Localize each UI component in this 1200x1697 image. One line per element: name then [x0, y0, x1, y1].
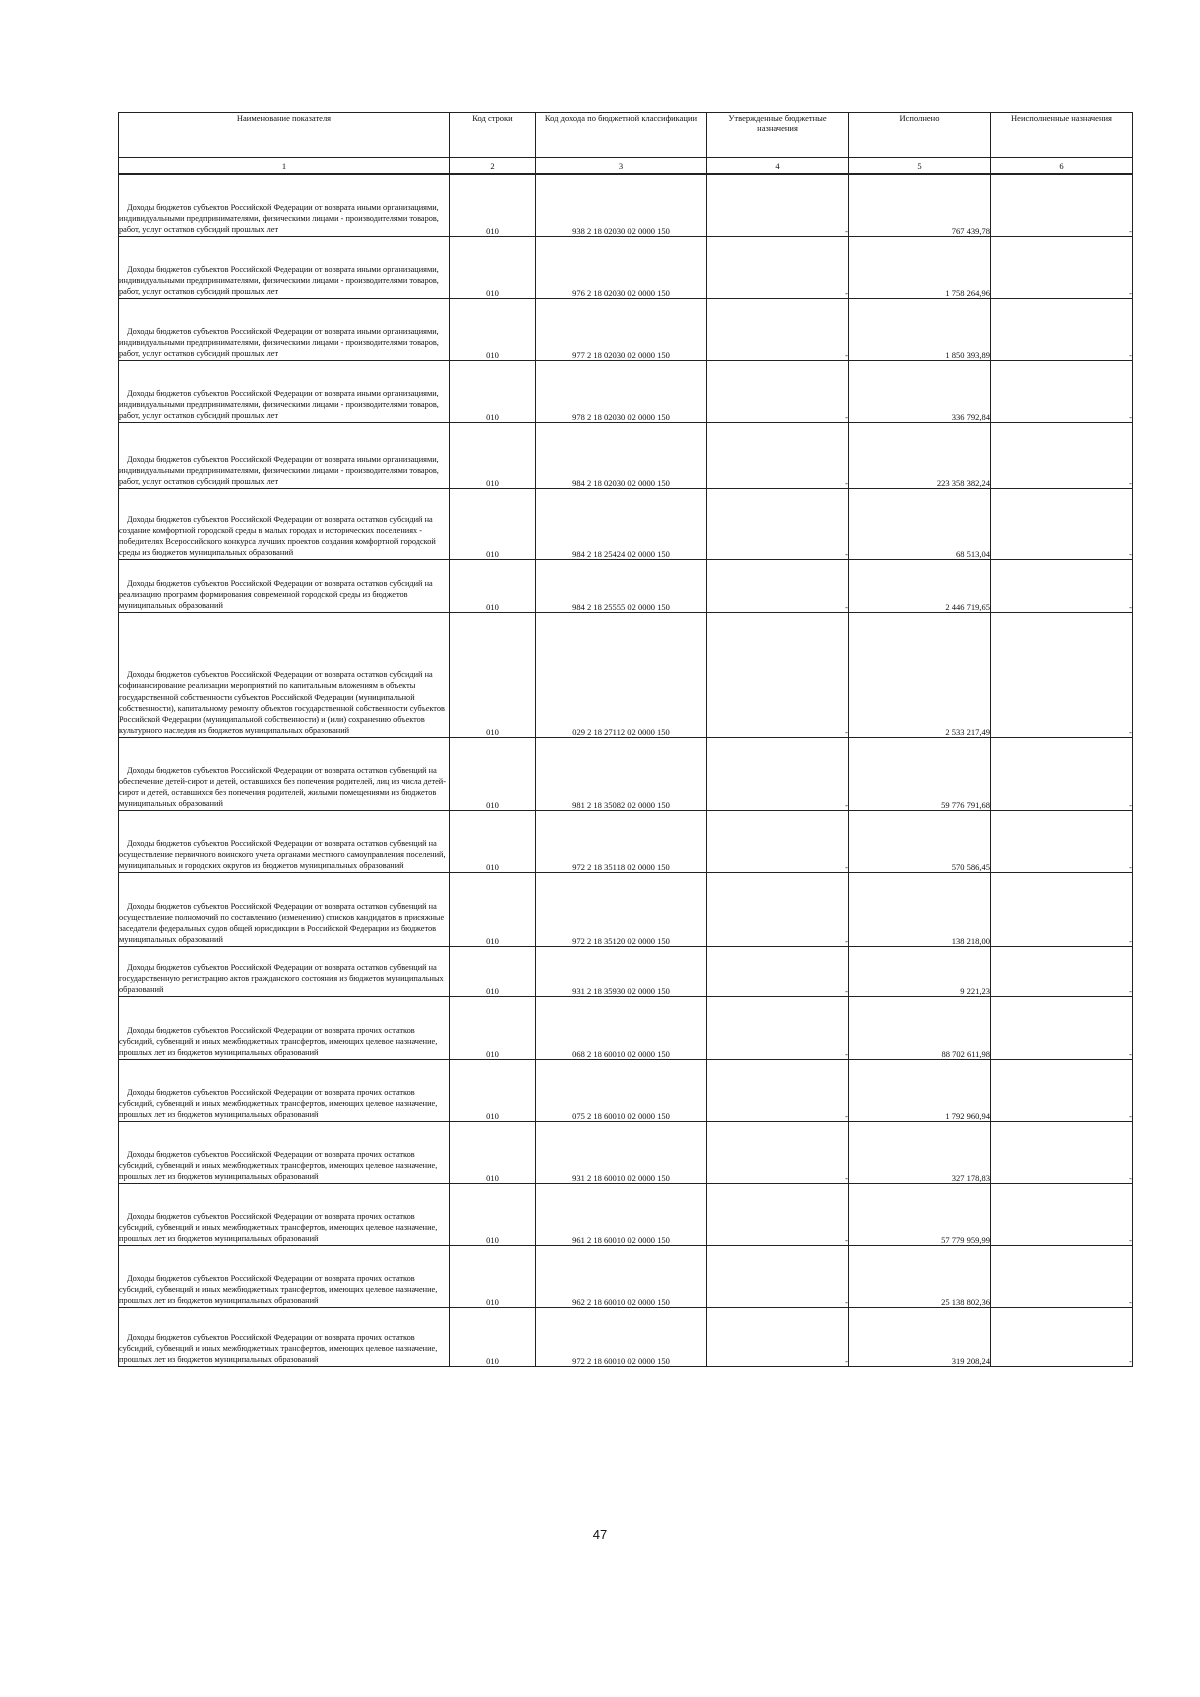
row-budget-class-code: 981 2 18 35082 02 0000 150 [536, 737, 707, 810]
row-budget-class-code: 976 2 18 02030 02 0000 150 [536, 236, 707, 298]
row-unexecuted-amount: - [991, 737, 1133, 810]
column-number-row [119, 158, 1133, 175]
row-line-code: 010 [450, 559, 536, 612]
row-budget-class-code: 984 2 18 25424 02 0000 150 [536, 488, 707, 559]
row-unexecuted-amount: - [991, 872, 1133, 946]
row-indicator-name [119, 488, 450, 559]
row-budget-class-code: 972 2 18 35118 02 0000 150 [536, 810, 707, 872]
header-unexecuted: Неисполненные назначения [991, 113, 1133, 158]
row-budget-class-code: 978 2 18 02030 02 0000 150 [536, 360, 707, 422]
row-indicator-name [119, 360, 450, 422]
row-unexecuted-amount: - [991, 1307, 1133, 1366]
row-executed-amount: 223 358 382,24 [849, 422, 991, 488]
indicator-name-text: Доходы бюджетов субъектов Российской Федерации от возврата остатков субвенций на обеспечение детей-сирот и детей, оставшихся без попечения родителей, лиц из числа детей-сирот и детей, оставшихся без попечения родителей, жилыми помещениями из бюджетов муниципальных образований [119, 765, 446, 809]
row-executed-amount: 25 138 802,36 [849, 1245, 991, 1307]
table-row [119, 1059, 1133, 1121]
row-approved-amount: - [707, 1307, 849, 1366]
row-indicator-name [119, 1121, 450, 1183]
header-indicator-name: Наименование показателя [119, 113, 450, 158]
indicator-name-text: Доходы бюджетов субъектов Российской Федерации от возврата прочих остатков субсидий, субвенций и иных межбюджетных трансфертов, имеющих целевое назначение, прошлых лет из бюджетов муниципальных образований [119, 1025, 438, 1058]
row-approved-amount: - [707, 996, 849, 1059]
row-executed-amount: 59 776 791,68 [849, 737, 991, 810]
row-budget-class-code: 931 2 18 35930 02 0000 150 [536, 946, 707, 996]
row-line-code: 010 [450, 612, 536, 737]
row-executed-amount: 570 586,45 [849, 810, 991, 872]
row-indicator-name [119, 559, 450, 612]
row-executed-amount: 1 850 393,89 [849, 298, 991, 360]
row-indicator-name [119, 1183, 450, 1245]
page-number: 47 [592, 1527, 608, 1542]
row-line-code: 010 [450, 1121, 536, 1183]
row-approved-amount: - [707, 810, 849, 872]
row-budget-class-code: 068 2 18 60010 02 0000 150 [536, 996, 707, 1059]
row-executed-amount: 319 208,24 [849, 1307, 991, 1366]
row-approved-amount: - [707, 360, 849, 422]
indicator-name-text: Доходы бюджетов субъектов Российской Федерации от возврата остатков субвенций на осуществление первичного воинского учета органами местного самоуправления поселений, муниципальных и городских округов из бюджетов муниципальных образований [119, 838, 446, 871]
row-unexecuted-amount: - [991, 996, 1133, 1059]
indicator-name-text: Доходы бюджетов субъектов Российской Федерации от возврата остатков субсидий на софинансирование реализации мероприятий по капитальным вложениям в объекты государственной собственности субъектов Российской Федерации (муниципальной собственности), капитальному ремонту объектов государственной собственности субъектов Российской Федерации (муниципальной собственности) и (или) сохранению объектов культурного наследия из бюджетов муниципальных образований [119, 670, 445, 736]
row-approved-amount: - [707, 559, 849, 612]
row-line-code: 010 [450, 298, 536, 360]
indicator-name-text: Доходы бюджетов субъектов Российской Федерации от возврата иными организациями, индивидуальными предпринимателями, физическими лицами - производителями товаров, работ, услуг остатков субсидий прошлых лет [119, 264, 439, 297]
table-row [119, 174, 1133, 236]
indicator-name-text: Доходы бюджетов субъектов Российской Федерации от возврата прочих остатков субсидий, субвенций и иных межбюджетных трансфертов, имеющих целевое назначение, прошлых лет из бюджетов муниципальных образований [119, 1273, 438, 1306]
row-line-code: 010 [450, 996, 536, 1059]
row-executed-amount: 767 439,78 [849, 174, 991, 236]
table-row [119, 612, 1133, 737]
column-number: 3 [536, 158, 707, 175]
row-approved-amount: - [707, 174, 849, 236]
row-executed-amount: 68 513,04 [849, 488, 991, 559]
column-number: 6 [991, 158, 1133, 175]
table-row [119, 1245, 1133, 1307]
row-budget-class-code: 029 2 18 27112 02 0000 150 [536, 612, 707, 737]
row-unexecuted-amount: - [991, 1059, 1133, 1121]
header-budget-class-code: Код дохода по бюджетной классификации [536, 113, 707, 158]
indicator-name-text: Доходы бюджетов субъектов Российской Федерации от возврата прочих остатков субсидий, субвенций и иных межбюджетных трансфертов, имеющих целевое назначение, прошлых лет из бюджетов муниципальных образований [119, 1332, 438, 1365]
header-row [119, 113, 1133, 158]
column-number: 4 [707, 158, 849, 175]
row-indicator-name [119, 1245, 450, 1307]
table-row [119, 946, 1133, 996]
row-indicator-name [119, 737, 450, 810]
row-line-code: 010 [450, 1183, 536, 1245]
row-unexecuted-amount: - [991, 1183, 1133, 1245]
table-row [119, 488, 1133, 559]
row-unexecuted-amount: - [991, 174, 1133, 236]
row-line-code: 010 [450, 1245, 536, 1307]
table-row [119, 996, 1133, 1059]
row-indicator-name [119, 298, 450, 360]
row-executed-amount: 88 702 611,98 [849, 996, 991, 1059]
row-line-code: 010 [450, 174, 536, 236]
header-line-code: Код строки [450, 113, 536, 158]
table-row [119, 872, 1133, 946]
row-executed-amount: 327 178,83 [849, 1121, 991, 1183]
column-number: 2 [450, 158, 536, 175]
row-executed-amount: 2 533 217,49 [849, 612, 991, 737]
row-executed-amount: 9 221,23 [849, 946, 991, 996]
row-indicator-name [119, 612, 450, 737]
row-approved-amount: - [707, 1183, 849, 1245]
indicator-name-text: Доходы бюджетов субъектов Российской Федерации от возврата иными организациями, индивидуальными предпринимателями, физическими лицами - производителями товаров, работ, услуг остатков субсидий прошлых лет [119, 388, 439, 421]
row-indicator-name [119, 1307, 450, 1366]
table-row [119, 737, 1133, 810]
row-line-code: 010 [450, 872, 536, 946]
row-unexecuted-amount: - [991, 360, 1133, 422]
row-budget-class-code: 977 2 18 02030 02 0000 150 [536, 298, 707, 360]
row-indicator-name [119, 1059, 450, 1121]
table-row [119, 1183, 1133, 1245]
row-budget-class-code: 984 2 18 25555 02 0000 150 [536, 559, 707, 612]
row-line-code: 010 [450, 422, 536, 488]
row-indicator-name [119, 872, 450, 946]
row-executed-amount: 1 792 960,94 [849, 1059, 991, 1121]
indicator-name-text: Доходы бюджетов субъектов Российской Федерации от возврата иными организациями, индивидуальными предпринимателями, физическими лицами - производителями товаров, работ, услуг остатков субсидий прошлых лет [119, 454, 439, 487]
row-approved-amount: - [707, 1245, 849, 1307]
row-executed-amount: 57 779 959,99 [849, 1183, 991, 1245]
header-executed: Исполнено [849, 113, 991, 158]
row-budget-class-code: 962 2 18 60010 02 0000 150 [536, 1245, 707, 1307]
budget-report-table [118, 112, 1133, 1367]
row-approved-amount: - [707, 612, 849, 737]
table-row [119, 236, 1133, 298]
table-row [119, 360, 1133, 422]
row-budget-class-code: 938 2 18 02030 02 0000 150 [536, 174, 707, 236]
row-budget-class-code: 972 2 18 35120 02 0000 150 [536, 872, 707, 946]
header-approved: Утвержденные бюджетные назначения [707, 113, 849, 158]
row-line-code: 010 [450, 810, 536, 872]
row-unexecuted-amount: - [991, 236, 1133, 298]
row-indicator-name [119, 946, 450, 996]
row-line-code: 010 [450, 488, 536, 559]
row-executed-amount: 1 758 264,96 [849, 236, 991, 298]
indicator-name-text: Доходы бюджетов субъектов Российской Федерации от возврата остатков субвенций на осуществление полномочий по составлению (изменению) списков кандидатов в присяжные заседатели федеральных судов общей юрисдикции в Российской Федерации из бюджетов муниципальных образований [119, 901, 445, 945]
row-indicator-name [119, 996, 450, 1059]
row-unexecuted-amount: - [991, 810, 1133, 872]
row-approved-amount: - [707, 298, 849, 360]
row-line-code: 010 [450, 360, 536, 422]
row-indicator-name [119, 422, 450, 488]
row-line-code: 010 [450, 1307, 536, 1366]
indicator-name-text: Доходы бюджетов субъектов Российской Федерации от возврата остатков субсидий на создание комфортной городской среды в малых городах и исторических поселениях - победителях Всероссийского конкурса лучших проектов создания комфортной городской среды из бюджетов муниципальных образований [119, 514, 436, 558]
row-unexecuted-amount: - [991, 422, 1133, 488]
indicator-name-text: Доходы бюджетов субъектов Российской Федерации от возврата прочих остатков субсидий, субвенций и иных межбюджетных трансфертов, имеющих целевое назначение, прошлых лет из бюджетов муниципальных образований [119, 1087, 438, 1120]
row-indicator-name [119, 174, 450, 236]
row-unexecuted-amount: - [991, 559, 1133, 612]
table-row [119, 422, 1133, 488]
indicator-name-text: Доходы бюджетов субъектов Российской Федерации от возврата прочих остатков субсидий, субвенций и иных межбюджетных трансфертов, имеющих целевое назначение, прошлых лет из бюджетов муниципальных образований [119, 1211, 438, 1244]
row-unexecuted-amount: - [991, 1245, 1133, 1307]
row-indicator-name [119, 236, 450, 298]
row-approved-amount: - [707, 1121, 849, 1183]
table-row [119, 1307, 1133, 1366]
row-budget-class-code: 972 2 18 60010 02 0000 150 [536, 1307, 707, 1366]
indicator-name-text: Доходы бюджетов субъектов Российской Федерации от возврата остатков субсидий на реализацию программ формирования современной городской среды из бюджетов муниципальных образований [119, 578, 433, 611]
row-approved-amount: - [707, 422, 849, 488]
row-unexecuted-amount: - [991, 946, 1133, 996]
row-approved-amount: - [707, 488, 849, 559]
row-unexecuted-amount: - [991, 298, 1133, 360]
row-approved-amount: - [707, 872, 849, 946]
row-approved-amount: - [707, 737, 849, 810]
row-unexecuted-amount: - [991, 612, 1133, 737]
row-executed-amount: 138 218,00 [849, 872, 991, 946]
row-budget-class-code: 984 2 18 02030 02 0000 150 [536, 422, 707, 488]
row-budget-class-code: 931 2 18 60010 02 0000 150 [536, 1121, 707, 1183]
row-line-code: 010 [450, 737, 536, 810]
row-line-code: 010 [450, 946, 536, 996]
row-approved-amount: - [707, 1059, 849, 1121]
table-row [119, 298, 1133, 360]
row-budget-class-code: 075 2 18 60010 02 0000 150 [536, 1059, 707, 1121]
row-approved-amount: - [707, 236, 849, 298]
row-executed-amount: 336 792,84 [849, 360, 991, 422]
indicator-name-text: Доходы бюджетов субъектов Российской Федерации от возврата прочих остатков субсидий, субвенций и иных межбюджетных трансфертов, имеющих целевое назначение, прошлых лет из бюджетов муниципальных образований [119, 1149, 438, 1182]
row-approved-amount: - [707, 946, 849, 996]
row-unexecuted-amount: - [991, 1121, 1133, 1183]
column-number: 5 [849, 158, 991, 175]
table-row [119, 810, 1133, 872]
row-indicator-name [119, 810, 450, 872]
row-unexecuted-amount: - [991, 488, 1133, 559]
report-body [119, 174, 1133, 1366]
row-line-code: 010 [450, 1059, 536, 1121]
indicator-name-text: Доходы бюджетов субъектов Российской Федерации от возврата иными организациями, индивидуальными предпринимателями, физическими лицами - производителями товаров, работ, услуг остатков субсидий прошлых лет [119, 326, 439, 359]
table-row [119, 1121, 1133, 1183]
row-line-code: 010 [450, 236, 536, 298]
column-number: 1 [119, 158, 450, 175]
table-row [119, 559, 1133, 612]
indicator-name-text: Доходы бюджетов субъектов Российской Федерации от возврата остатков субвенций на государственную регистрацию актов гражданского состояния из бюджетов муниципальных образований [119, 962, 444, 995]
indicator-name-text: Доходы бюджетов субъектов Российской Федерации от возврата иными организациями, индивидуальными предпринимателями, физическими лицами - производителями товаров, работ, услуг остатков субсидий прошлых лет [119, 202, 439, 235]
row-budget-class-code: 961 2 18 60010 02 0000 150 [536, 1183, 707, 1245]
row-executed-amount: 2 446 719,65 [849, 559, 991, 612]
